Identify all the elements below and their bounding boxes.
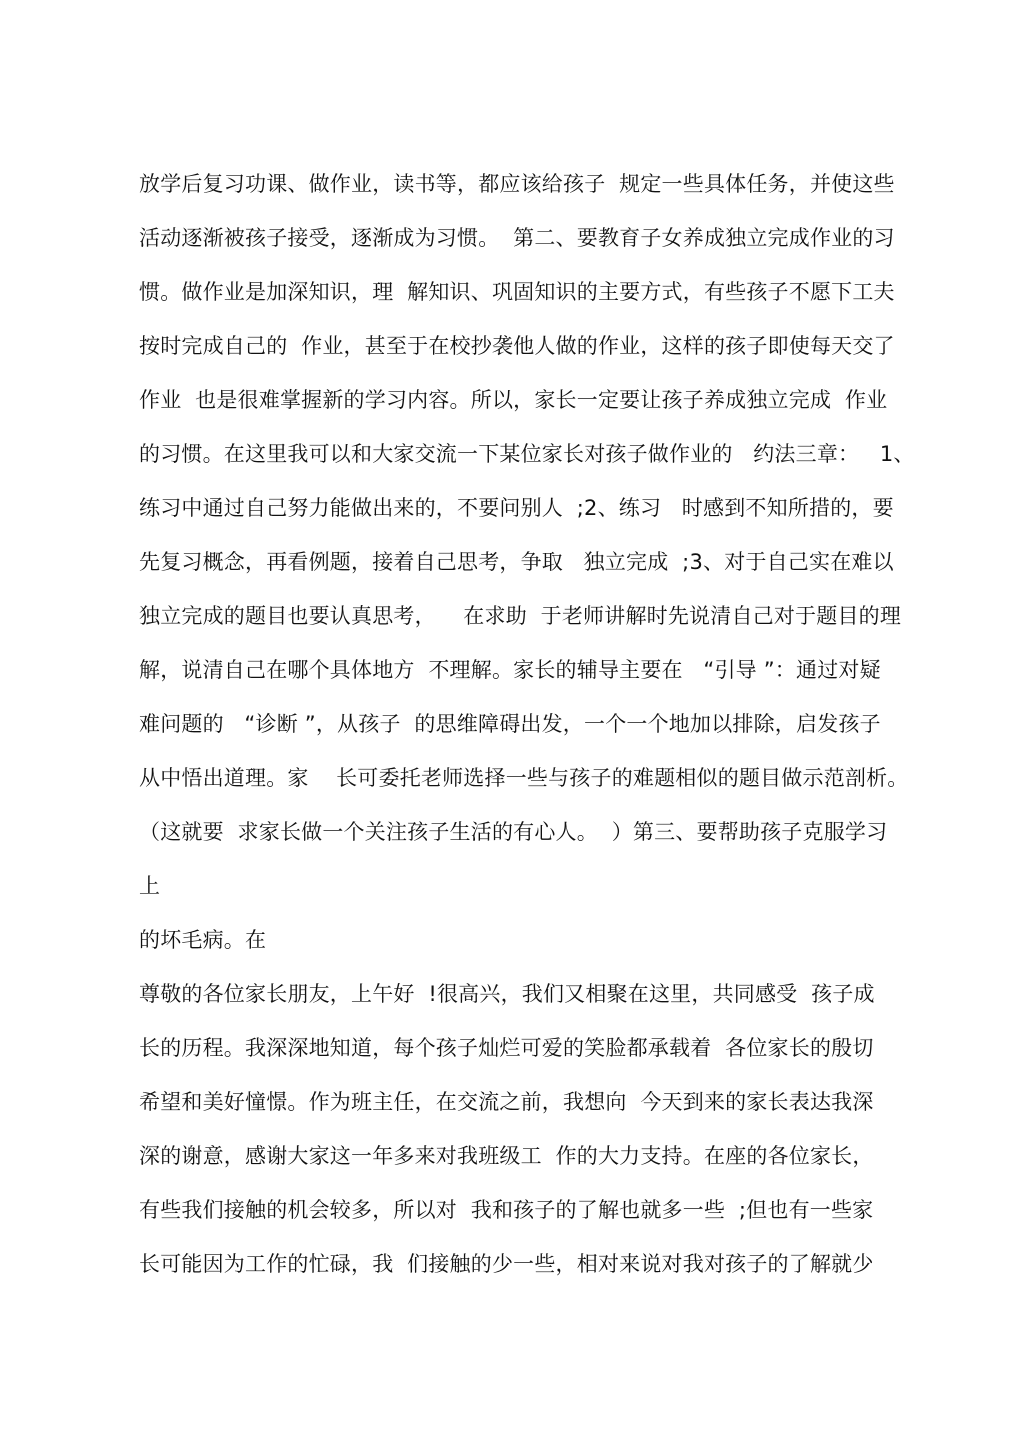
text-line: 独立完成的题目也要认真思考， 在求助 于老师讲解时先说清自己对于题目的理 [139, 604, 902, 628]
text-line: 尊敬的各位家长朋友，上午好 !很高兴，我们又相聚在这里，共同感受 孩子成 [139, 982, 875, 1006]
text-line: 希望和美好憧憬。作为班主任，在交流之前，我想向 今天到来的家长表达我深 [139, 1090, 874, 1114]
text-line: 活动逐渐被孩子接受，逐渐成为习惯。 第二、要教育子女养成独立完成作业的习 [139, 226, 895, 250]
text-line: 惯。做作业是加深知识，理 解知识、巩固知识的主要方式，有些孩子不愿下工夫 [139, 280, 895, 304]
text-line: 长的历程。我深深地知道，每个孩子灿烂可爱的笑脸都承载着 各位家长的殷切 [139, 1036, 874, 1060]
text-line: 放学后复习功课、做作业，读书等，都应该给孩子 规定一些具体任务，并使这些 [139, 172, 895, 196]
text-line: 作业 也是很难掌握新的学习内容。所以，家长一定要让孩子养成独立完成 作业 [139, 388, 888, 412]
text-line: 从中悟出道理。家 长可委托老师选择一些与孩子的难题相似的题目做示范剖析。 [139, 766, 909, 790]
text-line: 解，说清自己在哪个具体地方 不理解。家长的辅导主要在 “引导 ”：通过对疑 [139, 658, 881, 682]
text-line: 上 [139, 874, 161, 898]
text-line: 练习中通过自己努力能做出来的，不要问别人 ;2、练习 时感到不知所措的，要 [139, 496, 894, 520]
text-line: 深的谢意，感谢大家这一年多来对我班级工 作的大力支持。在座的各位家长， [139, 1144, 874, 1168]
text-line: 难问题的 “诊断 ”，从孩子 的思维障碍出发，一个一个地加以排除，启发孩子 [139, 712, 881, 736]
text-line: 长可能因为工作的忙碌，我 们接触的少一些，相对来说对我对孩子的了解就少 [139, 1252, 874, 1276]
text-line: 先复习概念，再看例题，接着自己思考，争取 独立完成 ;3、对于自己实在难以 [139, 550, 894, 574]
text-line: 有些我们接触的机会较多，所以对 我和孩子的了解也就多一些 ;但也有一些家 [139, 1198, 874, 1222]
text-line: 按时完成自己的 作业，甚至于在校抄袭他人做的作业，这样的孩子即使每天交了 [139, 334, 895, 358]
text-line: 的坏毛病。在 [139, 928, 267, 952]
text-line: 的习惯。在这里我可以和大家交流一下某位家长对孩子做作业的 约法三章： 1、 [139, 442, 915, 466]
text-line: （这就要 求家长做一个关注孩子生活的有心人。 ）第三、要帮助孩子克服学习 [139, 820, 888, 844]
